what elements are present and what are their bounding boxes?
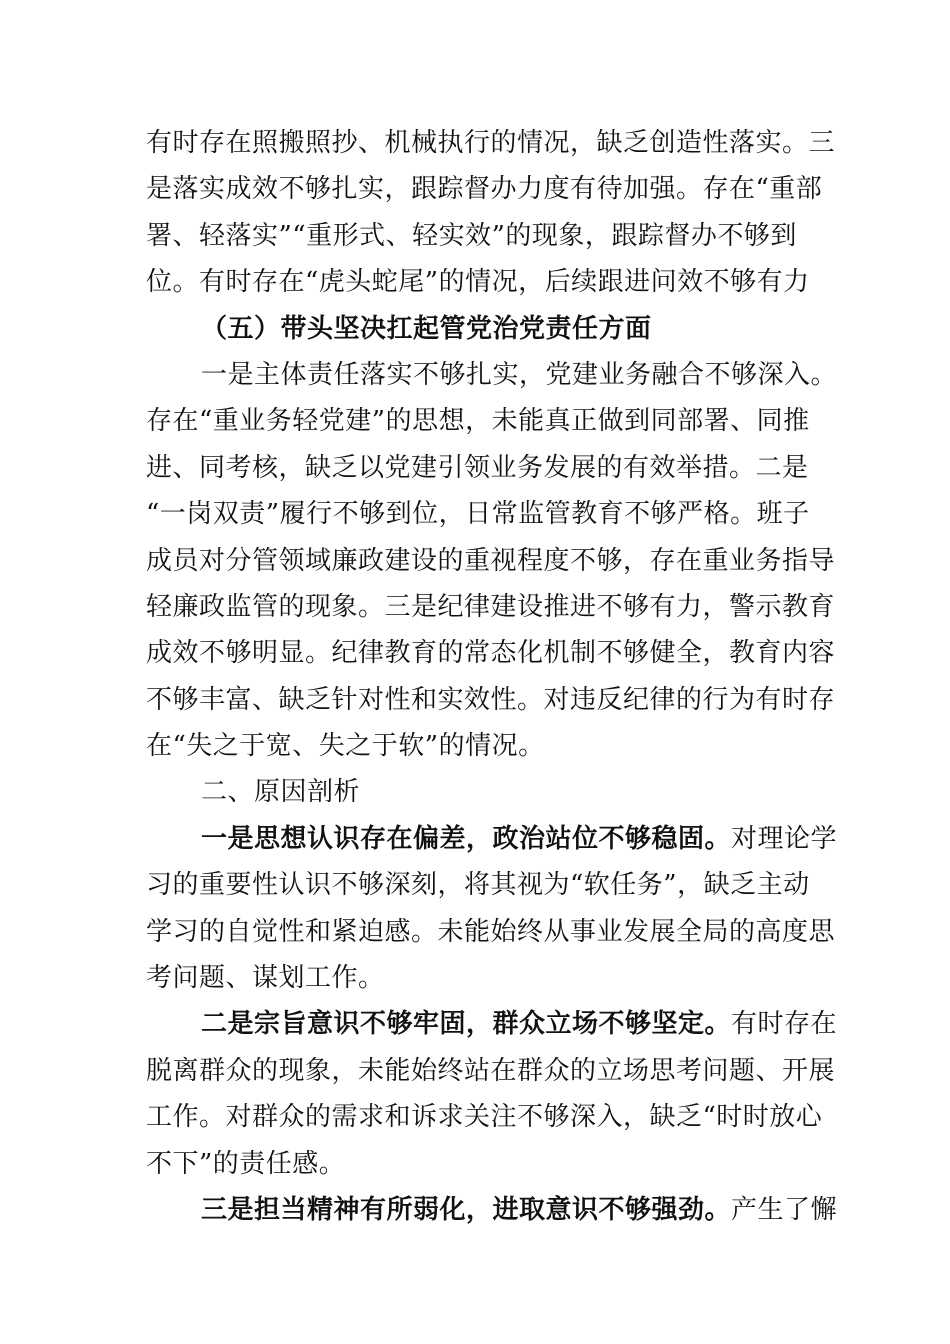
text-line: 存在“重业务轻党建”的思想，未能真正做到同部署、同推: [146, 406, 810, 437]
section-heading: 二、原因剖析: [201, 777, 361, 808]
document-body: [146, 120, 838, 1233]
text-line: 不下”的责任感。: [146, 1148, 346, 1179]
text-line: 进、同考核，缺乏以党建引领业务发展的有效举措。二是: [146, 452, 809, 483]
text-line: 工作。对群众的需求和诉求关注不够深入，缺乏“时时放心: [146, 1102, 823, 1133]
text-line: 一是主体责任落实不够扎实，党建业务融合不够深入。: [201, 359, 838, 390]
paragraph-first-line: [146, 816, 838, 862]
paragraph-text: 有时存在: [731, 1009, 838, 1040]
text-line: 考问题、谋划工作。: [146, 963, 385, 994]
text-line: 署、轻落实”“重形式、轻实效”的现象，跟踪督办不够到: [146, 220, 797, 251]
text-line: 学习的自觉性和紧迫感。未能始终从事业发展全局的高度思: [146, 916, 836, 947]
section-heading: （五）带头坚决扛起管党治党责任方面: [201, 313, 652, 344]
text-line: 不够丰富、缺乏针对性和实效性。对违反纪律的行为有时存: [146, 684, 836, 715]
text-line: 成效不够明显。纪律教育的常态化机制不够健全，教育内容: [146, 638, 836, 669]
text-line: 有时存在照搬照抄、机械执行的情况，缺乏创造性落实。三: [146, 128, 836, 158]
text-line: 习的重要性认识不够深刻，将其视为“软任务”，缺乏主动: [146, 870, 810, 901]
paragraph-first-line: [146, 1001, 838, 1047]
paragraph-lead: 三是担当精神有所弱化，进取意识不够强劲。: [201, 1194, 732, 1225]
text-line: 脱离群众的现象，未能始终站在群众的立场思考问题、开展: [146, 1055, 836, 1086]
text-line: 是落实成效不够扎实，跟踪督办力度有待加强。存在“重部: [146, 174, 823, 205]
paragraph-text: 对理论学: [731, 823, 838, 854]
text-line: “一岗双责”履行不够到位，日常监管教育不够严格。班子: [146, 499, 810, 530]
text-line: 轻廉政监管的现象。三是纪律建设推进不够有力，警示教育: [146, 591, 836, 622]
text-line: 成员对分管领域廉政建设的重视程度不够，存在重业务指导: [146, 545, 836, 576]
text-line: 在“失之于宽、失之于软”的情况。: [146, 731, 545, 762]
paragraph-text: 产生了懈: [731, 1194, 838, 1225]
paragraph-lead: 二是宗旨意识不够牢固，群众立场不够坚定。: [201, 1009, 732, 1040]
text-line: 位。有时存在“虎头蛇尾”的情况，后续跟进问效不够有力: [146, 267, 810, 298]
paragraph-lead: 一是思想认识存在偏差，政治站位不够稳固。: [201, 823, 732, 854]
paragraph-first-line: [146, 1187, 838, 1233]
